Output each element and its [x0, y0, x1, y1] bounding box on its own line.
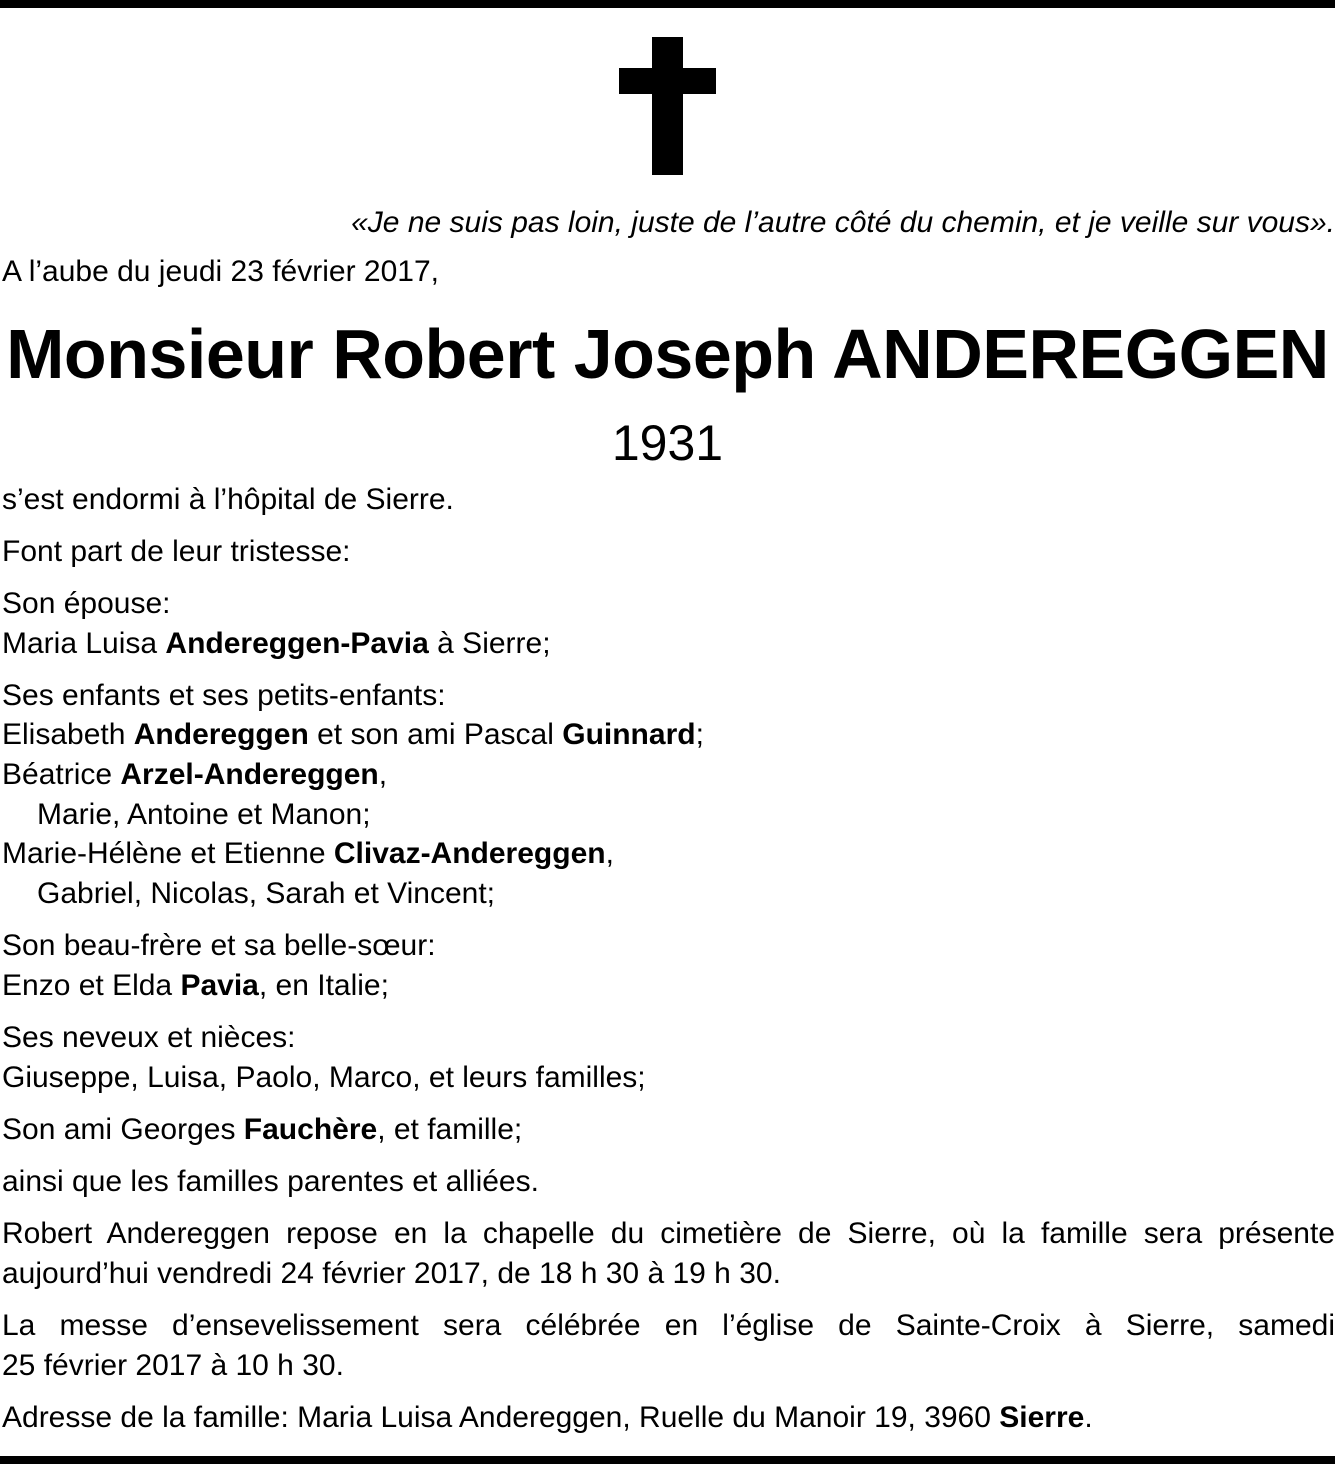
grandchildren-beatrice: Marie, Antoine et Manon; — [37, 798, 371, 831]
friend-line: Son ami Georges Fauchère, et famille; — [2, 1113, 523, 1146]
birth-year: 1931 — [611, 415, 724, 471]
passing-statement: s’est endormi à l’hôpital de Sierre. — [2, 483, 454, 516]
relatives-line: ainsi que les familles parentes et alliées. — [2, 1165, 539, 1198]
epigraph-quote: «Je ne suis pas loin, juste de l’autre côté du chemin, et je veille sur vous». — [351, 206, 1335, 239]
child-beatrice: Béatrice Arzel-Andereggen, — [2, 758, 388, 791]
spouse-line: Maria Luisa Andereggen-Pavia à Sierre; — [2, 627, 551, 660]
deceased-name: Monsieur Robert Joseph ANDEREGGEN — [6, 315, 1329, 393]
grandchildren-marie-helene: Gabriel, Nicolas, Sarah et Vincent; — [37, 877, 496, 910]
bottom-rule — [0, 1456, 1335, 1464]
inlaws-heading: Son beau-frère et sa belle-sœur: — [2, 929, 436, 962]
child-elisabeth: Elisabeth Andereggen et son ami Pascal Guinnard; — [2, 718, 704, 751]
spouse-heading: Son épouse: — [2, 587, 171, 620]
nephews-line: Giuseppe, Luisa, Paolo, Marco, et leurs familles; — [2, 1061, 646, 1094]
child-marie-helene: Marie-Hélène et Etienne Clivaz-Andereggen, — [2, 837, 614, 870]
viewing-line-1: Robert Andereggen repose en la chapelle du cimetière de Sierre, où la famille sera présente — [2, 1217, 1335, 1250]
mass-line-2: 25 février 2017 à 10 h 30. — [2, 1349, 344, 1382]
family-address: Adresse de la famille: Maria Luisa Andereggen, Ruelle du Manoir 19, 3960 Sierre. — [2, 1401, 1093, 1434]
children-heading: Ses enfants et ses petits-enfants: — [2, 679, 446, 712]
top-rule — [0, 0, 1335, 8]
date-of-death-line: A l’aube du jeudi 23 février 2017, — [2, 255, 439, 288]
mass-paragraph — [2, 1306, 1335, 1346]
viewing-paragraph — [2, 1214, 1335, 1254]
mass-line-1: La messe d’ensevelissement sera célébrée en l’église de Sainte-Croix à Sierre, samedi — [2, 1309, 1335, 1342]
inlaws-line: Enzo et Elda Pavia, en Italie; — [2, 969, 389, 1002]
viewing-line-2: aujourd’hui vendredi 24 février 2017, de 18 h 30 à 19 h 30. — [2, 1257, 781, 1290]
nephews-heading: Ses neveux et nièces: — [2, 1021, 296, 1054]
latin-cross-icon — [619, 37, 716, 175]
announcement-line: Font part de leur tristesse: — [2, 535, 351, 568]
